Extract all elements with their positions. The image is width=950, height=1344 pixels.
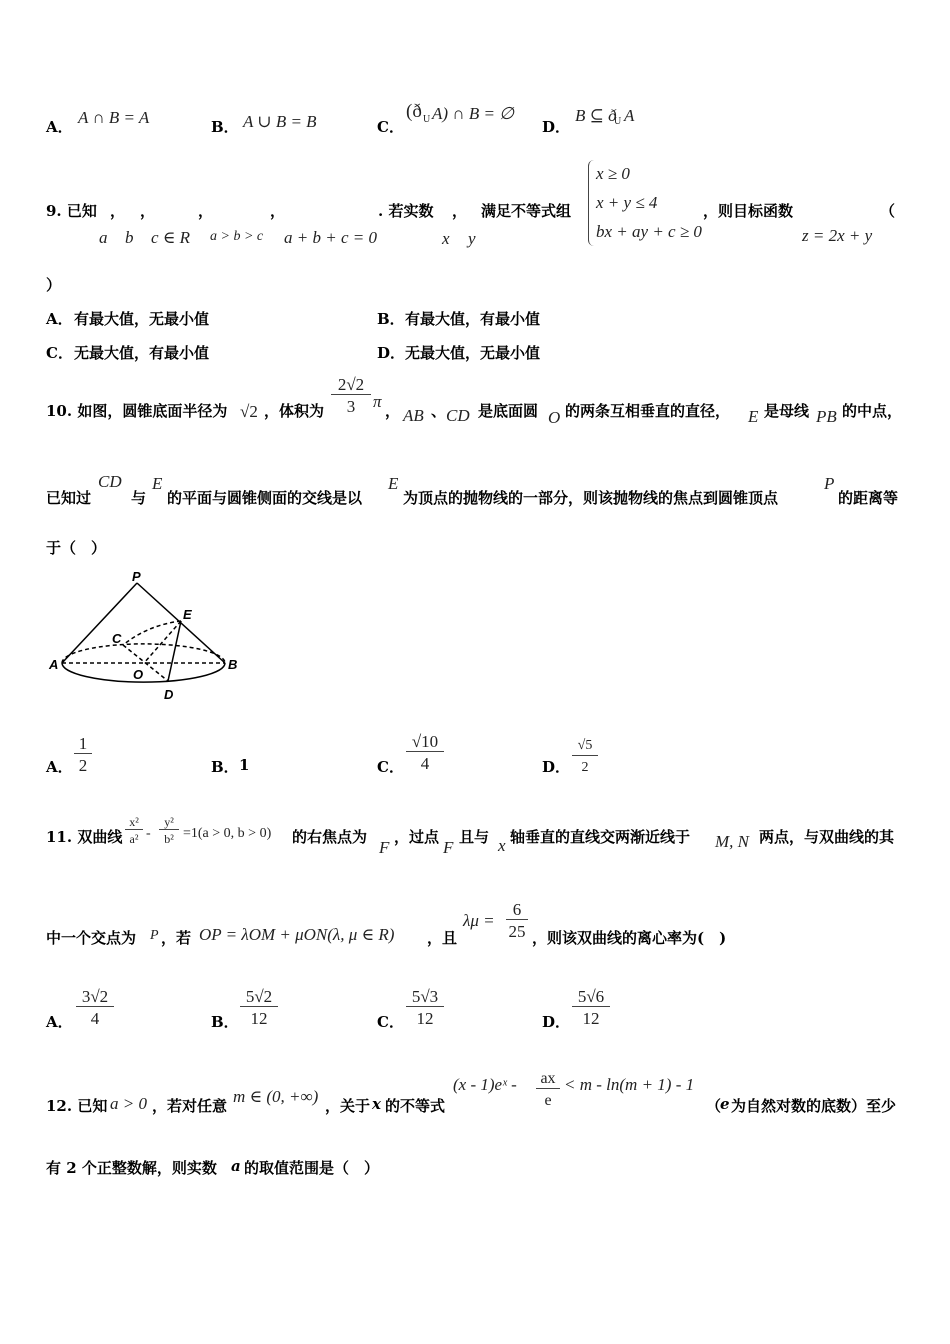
q11-eq-rest: =1(a > 0, b > 0)	[183, 826, 272, 841]
cone-label-a: A	[49, 657, 59, 672]
q9-order: a > b > c	[210, 229, 264, 244]
q12-t1: ，若对任意	[152, 1097, 228, 1115]
q12-x: x	[372, 1095, 381, 1113]
q9-option-d-text: 无最大值，无最小值	[405, 344, 541, 362]
q10-option-b-label[interactable]: B．	[211, 758, 239, 776]
q12-fraction	[536, 1070, 560, 1110]
q9-comma-5: ，	[452, 202, 468, 220]
q10-option-a-num: 1	[74, 735, 92, 754]
q9-comma-1: ，	[110, 202, 126, 220]
q10-volume-fraction	[331, 376, 371, 416]
q10-volume-den: 3	[346, 397, 356, 416]
q10-diam: 是底面圆	[478, 402, 539, 420]
cone-label-b: B	[228, 657, 238, 672]
q11-p: P	[150, 928, 159, 943]
q11-minus: -	[146, 826, 151, 841]
q9-objective: z = 2x + y	[802, 226, 873, 245]
q9-var-c: c ∈ R	[151, 228, 191, 247]
q9-option-b-text: 有最大值，有最小值	[405, 310, 541, 328]
q11-lm-num: 6	[506, 901, 528, 920]
q10-line2-e2: E	[388, 474, 399, 493]
q11-option-a-fraction	[76, 988, 114, 1028]
q8-option-a-expr: A ∩ B = A	[78, 108, 150, 127]
q9-comma-2: ，	[140, 202, 156, 220]
q11-t2: ，过点	[394, 828, 440, 846]
q11-f1: F	[379, 838, 390, 857]
q9-option-c-label[interactable]: C．	[46, 344, 73, 362]
q11-option-c-fraction	[406, 988, 444, 1028]
q8-option-d-expr: B ⊆ ð	[575, 106, 617, 125]
q9-tail: ，则目标函数	[703, 202, 794, 220]
q11-lm-fraction	[506, 901, 528, 941]
q10-ab: AB	[403, 406, 424, 425]
cone-label-o: O	[133, 667, 144, 682]
q11-option-b-den: 12	[250, 1009, 268, 1028]
q11-x-num: x²	[125, 816, 143, 830]
q11-option-c-num: 5√3	[406, 988, 444, 1007]
q10-line2-c: 为顶点的抛物线的一部分，则该抛物线的焦点到圆锥顶点	[403, 489, 779, 507]
q10-mid: 的中点，	[842, 402, 903, 420]
cone-line-eo	[144, 621, 181, 663]
q10-diam2: 的两条互相垂直的直径，	[565, 402, 731, 420]
q9-comma-3: ，	[198, 202, 214, 220]
q12-line2-a: 有 2 个正整数解，则实数	[46, 1159, 217, 1177]
q11-lambda-mu: λμ =	[463, 911, 495, 930]
q11-option-b-fraction	[240, 988, 278, 1028]
q11-lm-den: 25	[508, 922, 526, 941]
q12-t2: ，关于	[325, 1097, 371, 1115]
q9-system-label: 满足不等式组	[481, 202, 572, 220]
q10-dun: 、	[431, 402, 447, 420]
q11-option-a-num: 3√2	[76, 988, 114, 1007]
q10-line2-a: 已知过	[46, 489, 92, 507]
q10-option-d-label[interactable]: D．	[542, 758, 571, 776]
q10-line3: 于（ ）	[46, 539, 107, 557]
cone-parabola-ed	[168, 621, 181, 681]
q9-option-a-label[interactable]: A．	[46, 310, 73, 328]
q8-option-b-label[interactable]: B．	[211, 118, 239, 136]
q10-line2-p: P	[824, 474, 835, 493]
q12-m-range: m ∈ (0, +∞)	[233, 1087, 319, 1106]
q11-option-d-label[interactable]: D．	[542, 1013, 571, 1031]
q11-option-c-label[interactable]: C．	[377, 1013, 404, 1031]
q10-line2-b: 的平面与圆锥侧面的交线是以	[167, 489, 363, 507]
q10-option-c-label[interactable]: C．	[377, 758, 404, 776]
q9-var-x: x	[442, 229, 450, 248]
q10-line2-and: 与	[131, 489, 147, 507]
q8-option-c-label[interactable]: C．	[377, 118, 404, 136]
q9-option-b-label[interactable]: B．	[377, 310, 405, 328]
q8-option-a-label[interactable]: A．	[46, 118, 73, 136]
q9-mid: . 若实数	[378, 202, 434, 220]
q11-lead: 11. 双曲线	[46, 828, 123, 846]
cone-base-back	[62, 644, 225, 663]
q10-o: O	[548, 408, 561, 427]
cone-figure	[40, 565, 250, 710]
q9-system-2: x + y ≤ 4	[596, 193, 658, 212]
q10-option-b-text: 1	[239, 756, 250, 774]
q10-volume-label: ，体积为	[264, 402, 325, 420]
q10-option-a-fraction	[74, 735, 92, 775]
q10-option-d-den: 2	[581, 760, 589, 775]
q9-paren-close: ）	[46, 276, 62, 294]
q8-option-c-sub: U	[423, 114, 431, 125]
q11-line2-b: ，若	[161, 929, 192, 947]
q11-line2-c: ，且	[427, 929, 458, 947]
q11-x-den: a²	[129, 832, 139, 846]
q11-line2-a: 中一个交点为	[46, 929, 137, 947]
q12-lead: 12. 已知	[46, 1097, 108, 1115]
q11-y-fraction	[159, 816, 179, 846]
q10-option-a-den: 2	[78, 756, 88, 775]
q10-line2-d: 的距离等	[838, 489, 899, 507]
cone-base-front	[62, 663, 225, 682]
q10-e: E	[748, 407, 759, 426]
q10-pb: PB	[816, 407, 837, 426]
q12-a-positive: a > 0	[110, 1094, 147, 1113]
q12-a: a	[231, 1157, 241, 1175]
q12-t4: （	[706, 1097, 722, 1115]
q10-option-c-num: √10	[406, 733, 444, 752]
q10-option-d-num: √5	[572, 737, 598, 756]
q10-cd: CD	[446, 406, 470, 425]
q9-var-a: a	[99, 228, 108, 247]
q9-paren-open: （	[880, 202, 896, 220]
cone-label-p: P	[132, 569, 141, 584]
q10-radius: √2	[240, 402, 258, 421]
q11-option-a-label[interactable]: A．	[46, 1013, 73, 1031]
cone-label-d: D	[164, 687, 174, 702]
q9-comma-4: ，	[270, 202, 286, 220]
q10-mother: 是母线	[764, 402, 810, 420]
cone-parabola-ec	[123, 621, 181, 645]
q10-sep: ，	[385, 402, 401, 420]
q12-t3: 的不等式	[385, 1097, 446, 1115]
q11-y-num: y²	[159, 816, 179, 830]
q11-option-c-den: 12	[416, 1009, 434, 1028]
q9-option-a-text: 有最大值，无最小值	[74, 310, 210, 328]
q9-system-1: x ≥ 0	[596, 164, 630, 183]
q8-option-c-expr: (ð	[406, 101, 422, 122]
q12-fraction-den: e	[544, 1092, 552, 1109]
q11-option-b-num: 5√2	[240, 988, 278, 1007]
q11-t1: 的右焦点为	[292, 828, 368, 846]
q12-e: e	[720, 1095, 730, 1113]
q9-var-b: b	[125, 228, 134, 247]
cone-label-e: E	[183, 607, 192, 622]
q8-option-d-expr2: A	[624, 106, 635, 125]
q10-option-c-den: 4	[420, 754, 430, 773]
q9-option-d-label[interactable]: D．	[377, 344, 406, 362]
q11-vector-eq: OP = λOM + μON(λ, μ ∈ R)	[199, 925, 395, 944]
q9-option-c-text: 无最大值，有最小值	[74, 344, 210, 362]
q11-option-d-num: 5√6	[572, 988, 610, 1007]
q11-t4: 轴垂直的直线交两渐近线于	[510, 828, 691, 846]
q11-option-d-den: 12	[582, 1009, 600, 1028]
q10-volume-num: 2√2	[331, 376, 371, 395]
q9-system-3: bx + ay + c ≥ 0	[596, 222, 702, 241]
q10-option-d-fraction	[572, 737, 598, 777]
q11-x-fraction	[125, 816, 143, 846]
q11-y-den: b²	[164, 832, 174, 846]
q8-option-d-label[interactable]: D．	[542, 118, 571, 136]
q11-mn: M, N	[715, 832, 749, 851]
q10-lead: 10. 如图，圆锥底面半径为	[46, 402, 228, 420]
q11-option-a-den: 4	[90, 1009, 100, 1028]
q9-var-y: y	[468, 229, 476, 248]
q10-option-a-label[interactable]: A．	[46, 758, 73, 776]
q10-option-c-fraction	[406, 733, 444, 773]
q11-option-d-fraction	[572, 988, 610, 1028]
q9-lead: 9. 已知	[46, 202, 97, 220]
q11-x: x	[498, 836, 506, 855]
cone-line-pa	[62, 583, 137, 663]
q11-t5: 两点，与双曲线的其	[759, 828, 895, 846]
q8-option-b-expr: A ∪ B = B	[243, 112, 317, 131]
q11-line2-d: ，则该双曲线的离心率为( )	[532, 929, 727, 947]
q9-system-brace	[588, 160, 595, 246]
q12-ineq-2: < m - ln(m + 1) - 1	[564, 1075, 695, 1094]
q12-t5: 为自然对数的底数）至少	[731, 1097, 897, 1115]
q8-option-c-expr2: A) ∩ B = ∅	[432, 104, 514, 123]
q11-t3: 且与	[459, 828, 490, 846]
q11-f2: F	[443, 838, 454, 857]
q12-fraction-num: ax	[536, 1070, 560, 1089]
cone-label-c: C	[112, 631, 122, 646]
q12-ineq-1: (x - 1)eˣ -	[453, 1075, 517, 1094]
q11-option-b-label[interactable]: B．	[211, 1013, 239, 1031]
q9-sum: a + b + c = 0	[284, 228, 377, 247]
q10-volume-pi: π	[373, 392, 382, 411]
q8-option-d-sub: U	[614, 116, 622, 127]
q10-line2-cd: CD	[98, 472, 122, 491]
q12-line2-b: 的取值范围是（ ）	[244, 1159, 380, 1177]
q10-line2-e: E	[152, 474, 163, 493]
